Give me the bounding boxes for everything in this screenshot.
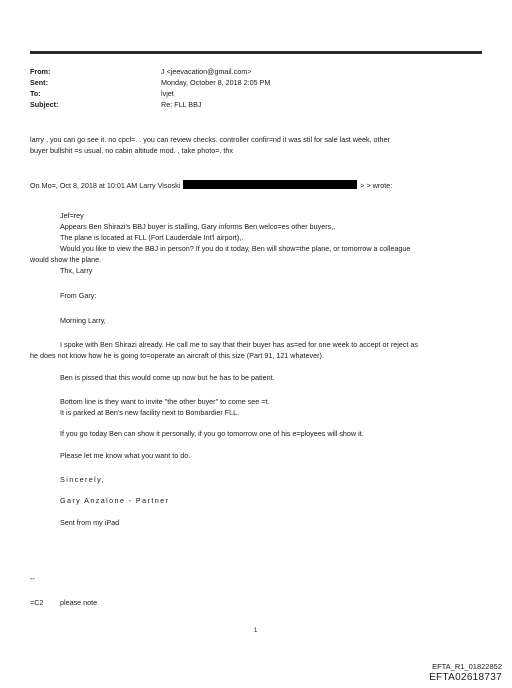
larry-line-3a: Would you like to view the BBJ in person? If you do it today, Ben will show=the plane, or tomorrow a colleague — [60, 244, 411, 253]
gary-p3b: It is parked at Ben's new facility next to Bombardier FLL. — [60, 408, 240, 417]
footer-id-1: EFTA_R1_01822852 — [432, 662, 502, 671]
gary-from: From Gary: — [60, 291, 97, 300]
footer-id-2: EFTA02618737 — [429, 672, 502, 683]
trailer-note: please note — [60, 598, 98, 607]
quote-header — [30, 180, 392, 191]
reply-line-2: buyer bullshit =s usual. no cabin altitude mod. , take photo=. thx — [30, 146, 233, 155]
sent-value: Monday, October 8, 2018 2:05 PM — [161, 78, 271, 87]
trailer-dash: -- — [30, 574, 35, 583]
from-value: J <jeevacation@gmail.com> — [161, 67, 252, 76]
gary-p5: Please let me know what you want to do. — [60, 451, 191, 460]
gary-signature: Gary Anzalone - Partner — [60, 496, 170, 505]
from-label: From: — [30, 67, 51, 76]
gary-closing: Sincerely, — [60, 475, 106, 484]
quote-header-wrote: > > wrote: — [360, 181, 393, 190]
reply-line-1: larry , you can go see it. no cpcl=. . you can review checks. controller confir=nd it was stil for sale last week, other — [30, 135, 390, 144]
quote-header-text: On Mo=, Oct 8, 2018 at 10:01 AM Larry Visoski — [30, 181, 181, 190]
gary-p1a: I spoke with Ben Shirazi already. He call me to say that their buyer has as=ed for one week to accept or reject as — [60, 340, 419, 349]
larry-signoff: Thx, Larry — [60, 266, 93, 275]
gary-p2: Ben is pissed that this would come up now but he has to be patient. — [60, 373, 275, 382]
larry-line-1: Appears Ben Shirazi's BBJ buyer is stalling, Gary informs Ben welco=es other buyers,. — [60, 222, 336, 231]
gary-p4: If you go today Ben can show it personally, if you go tomorrow one of his e=ployees will show it. — [60, 429, 364, 438]
to-value: lvjet — [161, 89, 174, 98]
gary-p1b: he does not know how he is going to=operate an aircraft of this size (Part 91, 121 whatever). — [30, 351, 324, 360]
page-number: 1 — [254, 628, 258, 634]
gary-p3a: Bottom line is they want to invite "the other buyer" to come see =t. — [60, 397, 270, 406]
header-rule — [30, 51, 482, 54]
to-label: To: — [30, 89, 41, 98]
larry-line-3b: would show the plane. — [30, 255, 102, 264]
subject-label: Subject: — [30, 100, 59, 109]
gary-device: Sent from my iPad — [60, 518, 120, 527]
gary-greeting: Morning Larry, — [60, 316, 106, 325]
larry-greeting: Jef=rey — [60, 211, 84, 220]
sent-label: Sent: — [30, 78, 48, 87]
trailer-code: =C2 — [30, 598, 44, 607]
subject-value: Re: FLL BBJ — [161, 100, 202, 109]
redaction-bar — [183, 180, 357, 189]
larry-line-2: The plane is located at FLL (Fort Lauderdale Int'l airport),. — [60, 233, 244, 242]
